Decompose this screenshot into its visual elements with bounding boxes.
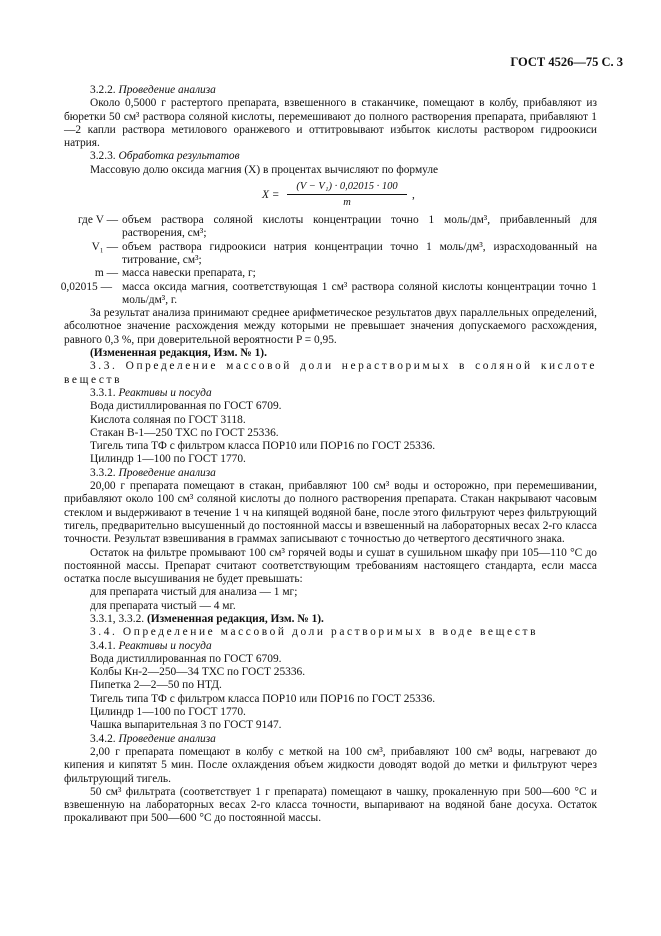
procedure-text: 20,00 г препарата помещают в стакан, прибавляют 100 см³ воды и осторожно, при перемешивании, прибавляют около 100 см³ соляной кислоты до полного растворения препарата. Стакан накрывают часовым стеклом и выдерживают в течение 1 ч на кипящей водяной бане, после этого фильтруют через фильтрующий тигель, предварительно высушенный до постоянной массы и взвешенный на лабораторных весах 2-го класса точности. Результат взвешивания в граммах записывают с точностью до четвертого десятичного знака. [64,480,597,546]
section-3-4-2-heading [64,733,597,746]
section-number: 3.2.2. [90,84,116,96]
section-3-2-2-heading [64,84,597,97]
section-3-2-3-heading [64,150,597,163]
amendment-note: (Измененная редакция, Изм. № 1). [90,347,267,360]
where-symbol: m — [94,267,118,280]
amendment-note: (Измененная редакция, Изм. № 1). [146,612,324,625]
procedure-text: Остаток на фильтре промывают 100 см³ горячей воды и сушат в сушильном шкафу при 105—110 °С до постоянной массы. Препарат считают соответствующим требованиям настоящего стандарта, если масса остатка после высушивания не будет превышать: [64,546,597,586]
section-3-3-2-heading [64,467,597,480]
procedure-text: 2,00 г препарата помещают в колбу с меткой на 100 см³, прибавляют 100 см³ воды, нагревают до кипения и кипятят 5 мин. После охлаждения объем жидкости доводят водой до метки и фильтруют через фильтрующий тигель. [64,745,597,785]
where-item [64,241,597,268]
reagent-item: Колбы Кн-2—250—34 ТХС по ГОСТ 25336. [90,666,306,679]
reagent-item: Цилиндр 1—100 по ГОСТ 1770. [90,453,246,466]
section-title: Реактивы и посуда [118,386,212,399]
section-number: 3.2.3. [90,150,116,163]
page-header: ГОСТ 4526—75 С. 3 [510,55,623,69]
document-body [60,84,597,826]
result-text: За результат анализа принимают среднее арифметическое результатов двух параллельных определений, абсолютное значение расхождения между которыми не превышает значения допускаемого расхождения, равного 0,3 %, при доверительной вероятности P = 0,95. [64,307,597,346]
where-text: объем раствора гидроокиси натрия концентрации точно 1 моль/дм³, израсходованный на титрование, см³; [122,240,597,266]
section-3-2-2-text: Около 0,5000 г растертого препарата, взвешенного в стаканчике, помещают в колбу, прибавляют из бюретки 50 см³ раствора соляной кислоты, перемешивают до полного растворения препарата, прибавляют 1—2 капли раствора метилового оранжевого и оттитровывают избыток кислоты раствором гидроокиси натрия. [64,97,597,150]
reagent-item: Пипетка 2—2—50 по НТД. [90,679,222,692]
where-symbol: где V — [77,214,118,227]
where-text: масса навески препарата, г; [122,267,256,280]
section-title: Обработка результатов [118,150,240,163]
reagent-item: Чашка выпарительная 3 по ГОСТ 9147. [90,719,282,732]
limit-item: для препарата чистый для анализа — 1 мг; [90,586,298,599]
reagent-item: Вода дистиллированная по ГОСТ 6709. [90,400,282,413]
section-3-4-1-heading [64,640,597,653]
formula-lhs: X = [262,189,280,202]
section-number: 3.3.1. [90,386,116,399]
reagent-item: Тигель типа ТФ с фильтром класса ПОР10 или ПОР16 по ГОСТ 25336. [90,440,436,453]
formula-numerator: (V − V₁) · 0,02015 · 100 [287,180,407,195]
where-item [64,267,597,280]
where-text: масса оксида магния, соответствующая 1 см³ раствора соляной кислоты концентрации точно 1 моль/дм³, г. [122,280,597,306]
formula-intro: Массовую долю оксида магния (X) в процентах вычисляют по формуле [90,163,439,176]
section-title: Проведение анализа [118,84,216,96]
section-title: Проведение анализа [118,732,216,745]
where-text: объем раствора соляной кислоты концентрации точно 1 моль/дм³, прибавленный для растворения, см³; [122,214,597,240]
where-item [64,214,597,241]
section-number: 3.4.1. [90,639,116,652]
where-symbol: 0,02015 — [60,280,112,293]
formula-denominator: m [343,197,351,209]
reagent-item: Кислота соляная по ГОСТ 3118. [90,413,246,426]
section-number: 3.3.2. [90,466,116,479]
section-3-3-1-heading [64,387,597,400]
section-title: Реактивы и посуда [118,639,212,652]
section-number: 3.4.2. [90,732,116,745]
where-symbol: V₁ — [91,240,118,253]
reagent-item: Тигель типа ТФ с фильтром класса ПОР10 или ПОР16 по ГОСТ 25336. [90,692,436,705]
where-list [60,214,597,307]
procedure-text: 50 см³ фильтрата (соответствует 1 г препарата) помещают в чашку, прокаленную при 500—600 °С и взвешенную на лабораторных весах 2-го класса точности, выпаривают на водяной бане досуха. Остаток прокаливают при 500—600 °С до постоянной массы. [64,785,597,825]
formula [64,180,597,210]
reagent-item: Цилиндр 1—100 по ГОСТ 1770. [90,706,246,719]
reagent-item: Стакан В-1—250 ТХС по ГОСТ 25336. [90,426,279,439]
formula-tail: , [412,189,415,202]
formula-fraction [287,180,407,210]
section-3-4-heading: 3.4. Определение массовой доли растворимых в воде веществ [90,626,539,639]
section-title: Проведение анализа [118,466,216,479]
limit-item: для препарата чистый — 4 мг. [90,599,236,612]
section-3-3-heading: 3.3. Определение массовой доли нерастворимых в соляной кислоте веществ [64,360,597,386]
amendment-line [64,613,597,626]
amendment-ref: 3.3.1, 3.3.2. [90,612,145,625]
where-item [60,280,597,308]
reagent-item: Вода дистиллированная по ГОСТ 6709. [90,652,282,665]
